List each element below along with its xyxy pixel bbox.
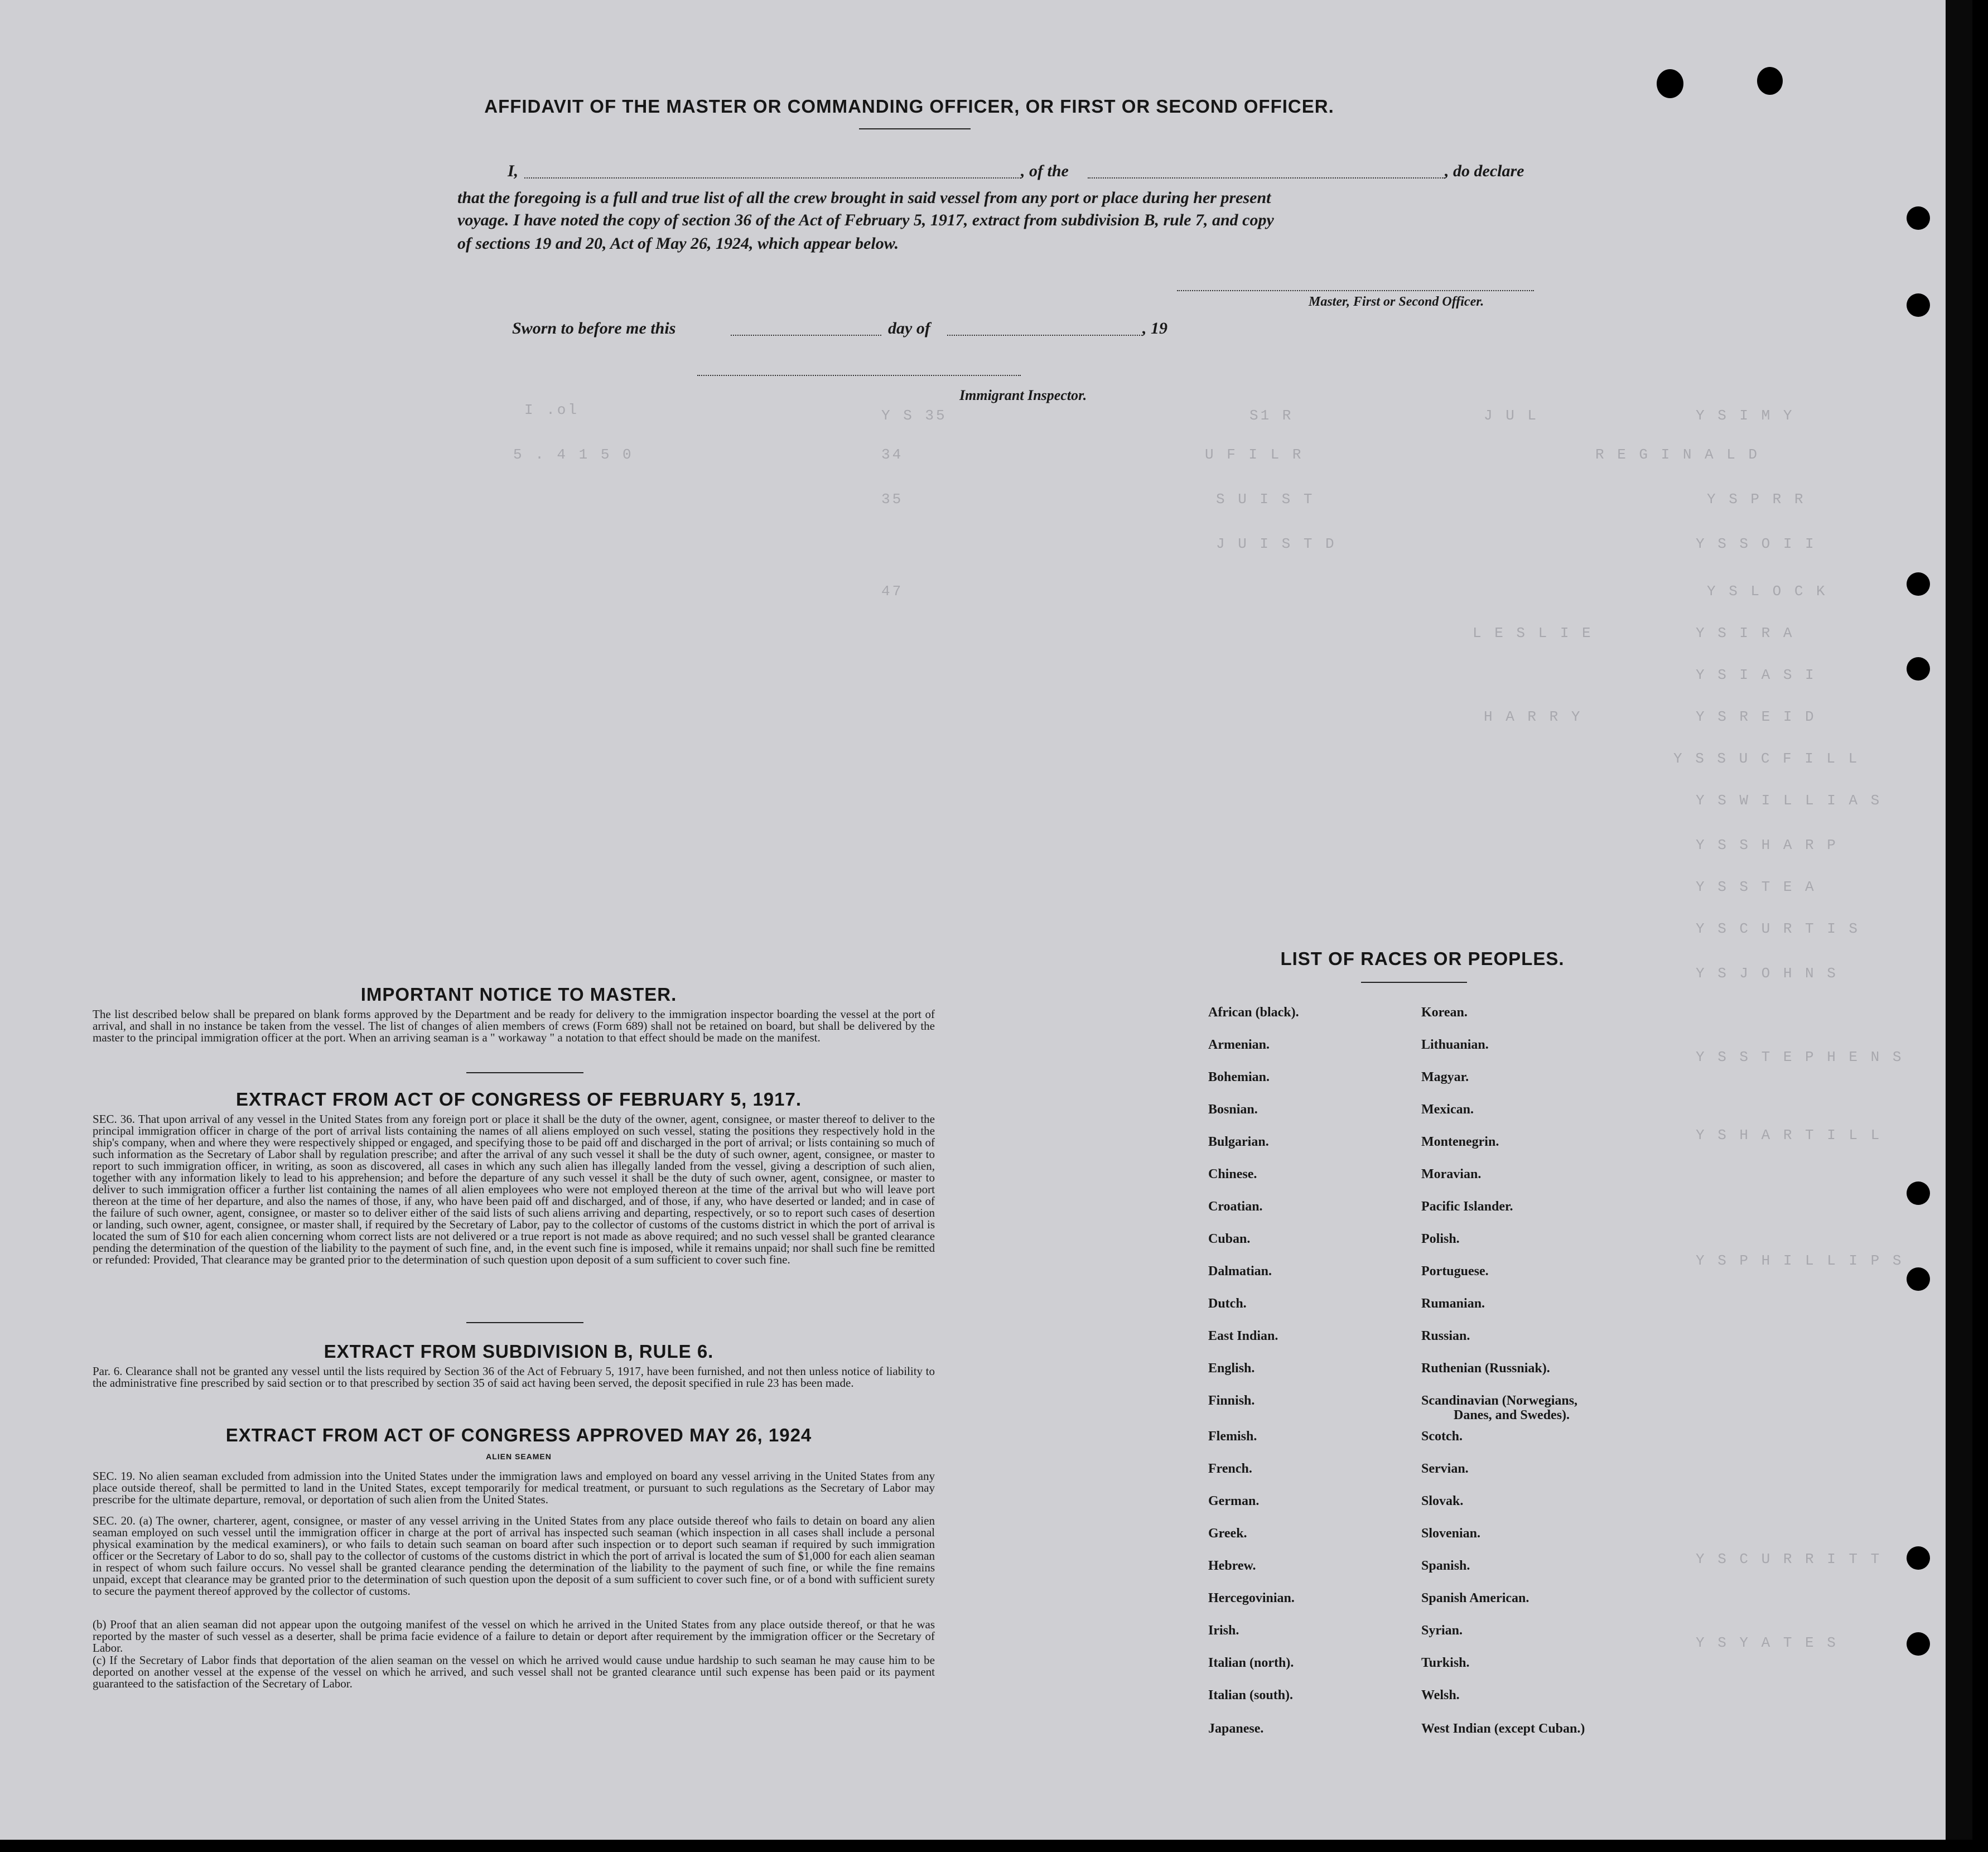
punch-hole: [1907, 572, 1930, 596]
race-item: Servian.: [1421, 1462, 1469, 1476]
race-item: African (black).: [1208, 1005, 1299, 1020]
day-of-label: day of: [888, 319, 930, 337]
race-item: Armenian.: [1208, 1038, 1270, 1052]
race-item: Bosnian.: [1208, 1102, 1258, 1117]
race-item: Dalmatian.: [1208, 1264, 1272, 1279]
punch-hole: [1907, 1632, 1930, 1656]
extract-1924-sec20b: (b) Proof that an alien seaman did not appear upon the outgoing manifest of the vessel on which he arrived in the United States from any place outside thereof, or that he was reported by the master of such vessel as a deserter, shall be prima facie evidence of a failure to detain or deport after requirement by the immigration officer or the Secretary of Labor.: [93, 1618, 935, 1655]
extract-rule6-body: Par. 6. Clearance shall not be granted any vessel until the lists required by Section 36 of the Act of February 5, 1917, have been furnished, and not then unless notice of liability to the administrative fine prescribed by said section or to that prescribed by section 35 of said act having been served, the deposit specified in rule 23 has been made.: [93, 1364, 935, 1390]
race-item: Moravian.: [1421, 1167, 1482, 1181]
extract-1917-title: EXTRACT FROM ACT OF CONGRESS OF FEBRUARY 5, 1917.: [235, 1089, 802, 1110]
race-item: Cuban.: [1208, 1232, 1251, 1246]
master-label: Master, First or Second Officer.: [1309, 295, 1484, 309]
race-item: Japanese.: [1208, 1721, 1264, 1736]
extract-1924-title: EXTRACT FROM ACT OF CONGRESS APPROVED MAY 26, 1924: [225, 1425, 812, 1445]
race-item: Bohemian.: [1208, 1070, 1270, 1084]
punch-hole: [1757, 67, 1783, 95]
race-item: Lithuanian.: [1421, 1038, 1489, 1052]
notice-body: The list described below shall be prepared on blank forms approved by the Department and be ready for delivery to the immigration inspector boarding the vessel at the port of arrival, and shall in no instance be taken from the vessel. The list of changes of alien members of crews (Form 689) shall not be retained on board, but shall be delivered by the master to the principal immigration officer at the port. When an arriving seaman is a " workaway " a notation to that effect should be made on the manifest.: [93, 1007, 935, 1044]
race-item: Syrian.: [1421, 1623, 1463, 1638]
affidavit-title: AFFIDAVIT OF THE MASTER OR COMMANDING OFFICER, OR FIRST OR SECOND OFFICER.: [484, 96, 1334, 117]
affidavit-line-3: voyage. I have noted the copy of section 36 of the Act of February 5, 1917, extract from subdivision B, rule 7, and copy: [457, 211, 1274, 229]
race-item: Flemish.: [1208, 1429, 1257, 1444]
race-item: Chinese.: [1208, 1167, 1257, 1181]
divider: [466, 1322, 583, 1323]
race-item: Spanish.: [1421, 1559, 1470, 1573]
race-item: English.: [1208, 1361, 1255, 1376]
extract-1917-body: SEC. 36. That upon arrival of any vessel in the United States from any foreign port or place it shall be the duty of the owner, agent, consignee, or master thereof to deliver to the principal immigration officer in charge of the port of arrival lists containing the names of all aliens employed on such vessel, stating the positions they respectively hold in the ship's company, when and where they were respectively shipped or engaged, and specifying those to be paid off and discharged in the port of arrival; or lists containing so much of such information as the Secretary of Labor shall by regulation prescribe; and after the arrival of any such vessel it shall be the duty of such owner, agent, consignee, or master to report to such immigration officer, in writing, as soon as discovered, all cases in which any such alien has illegally landed from the vessel, giving a description of such alien, together with any information likely to lead to his apprehension; and before the departure of any such vessel it shall be the duty of such owner, agent, consignee, or master to deliver to such immigration officer a further list containing the names of all alien employees who were not employed thereon at the time of the arrival but who will leave port thereon at the time of her departure, and also the names of those, if any, who have been paid off and discharged, and of those, if any, who have deserted or landed; and in case of the failure of such owner, agent, consignee, or master so to deliver either of the said lists of such aliens arriving and departing, respectively, or so to report such cases of desertion or landing, such owner, agent, consignee, or master shall, if required by the Secretary of Labor, pay to the collector of customs of the customs district in which the port of arrival is located the sum of $10 for each alien concerning whom correct lists are not delivered or a true report is not made as above required; and no such vessel shall be granted clearance pending the determination of the question of the liability to the payment of such fine, and, in the event such fine is imposed, while it remains unpaid; nor shall such fine be remitted or refunded: Provided, That clearance may be granted prior to the determination of such question upon deposit of a sum sufficient to cover such fine.: [93, 1112, 935, 1266]
affidavit-line-4: of sections 19 and 20, Act of May 26, 1924, which appear below.: [457, 234, 899, 253]
race-item: Finnish.: [1208, 1393, 1255, 1408]
extract-1924-sec19: SEC. 19. No alien seaman excluded from admission into the United States under the immigration laws and employed on board any vessel arriving in the United States from any place outside thereof, shall be permitted to land in the United States, except temporarily for medical treatment, or pursuant to such regulations as the Secretary of Labor may prescribe for the ultimate departure, removal, or deportation of such alien from the United States.: [93, 1469, 935, 1506]
race-item: Spanish American.: [1421, 1591, 1529, 1605]
race-item: Ruthenian (Russniak).: [1421, 1361, 1550, 1376]
alien-seamen-subtitle: ALIEN SEAMEN: [486, 1452, 552, 1461]
race-item: Irish.: [1208, 1623, 1239, 1638]
race-item: Montenegrin.: [1421, 1135, 1499, 1149]
do-declare-label: , do declare: [1445, 162, 1524, 180]
divider: [1361, 982, 1467, 983]
race-item: Slovak.: [1421, 1494, 1464, 1508]
races-title: LIST OF RACES OR PEOPLES.: [1280, 948, 1565, 969]
affidavit-line-2: that the foregoing is a full and true list of all the crew brought in said vessel from any port or place during her present: [457, 189, 1271, 207]
race-item: Slovenian.: [1421, 1526, 1481, 1541]
race-item: Scotch.: [1421, 1429, 1463, 1444]
punch-hole: [1907, 293, 1930, 317]
race-item: East Indian.: [1208, 1329, 1278, 1343]
race-item: Hercegovinian.: [1208, 1591, 1295, 1605]
race-item: German.: [1208, 1494, 1260, 1508]
race-item: Italian (north).: [1208, 1656, 1294, 1670]
inspector-signature-field[interactable]: [697, 375, 1021, 376]
race-item: Scandinavian (Norwegians,: [1421, 1393, 1578, 1408]
notice-title: IMPORTANT NOTICE TO MASTER.: [360, 984, 677, 1005]
race-item: Turkish.: [1421, 1656, 1470, 1670]
punch-hole: [1907, 1546, 1930, 1570]
divider: [859, 128, 971, 129]
race-item: Portuguese.: [1421, 1264, 1489, 1279]
race-item: Pacific Islander.: [1421, 1199, 1513, 1214]
punch-hole: [1907, 206, 1930, 230]
race-item: Danes, and Swedes).: [1454, 1408, 1570, 1422]
document-page: I .ol Y S 35 S1 R J U L Y S I M Y 5 . 4 1 5 0 34 U F I L R R E G I N A L D Y S P R R 35 S U I S T Y S S O I I J U I S T D Y S L O C K 47 Y S I R A L E S L I E Y S I A S I Y S R E I D H A R R Y Y S S U C F I L L Y S W I L L I A S Y S S H A R P Y S S T E A Y S C U R T I S Y S J O H N S Y S S T E P H E N S Y S H A R T I L L Y S P H I L L I P S Y S C U R R I T T Y S Y A T E S AFFIDAVIT OF THE MASTER OR COMMANDING OFFICER, OR FIRST OR SECOND OFFICER. I, , of the , do declare that the foregoing is a full and true list of all the crew brought in said vessel from any port or place during her present voyage. I have noted the copy of section 36 of the Act of February 5, 1917, extract from subdivision B, rule 7, and copy of sections 19 and 20, Act of May 26, 1924, which appear below. Master, First or Second Officer. Sworn to before me this day of , 19 Immigrant Inspector. IMPORTANT NOTICE TO MASTER. The list described below shall be prepared on blank forms approved by the Department and be ready for delivery to the immigration inspector boarding the vessel at the port of arrival, and shall in no instance be taken from the vessel. The list of changes of alien members of crews (Form 689) shall not be retained on board, but shall be delivered by the master to the principal immigration officer at the port. When an arriving seaman is a " workaway " a notation to that effect should be made on the manifest. EXTRACT FROM ACT OF CONGRESS OF FEBRUARY 5, 1917. SEC. 36. That upon arrival of any vessel in the United States from any foreign port or place it shall be the duty of the owner, agent, consignee, or master thereof to deliver to the principal immigration officer in charge of the port of arrival lists containing the names of all aliens employed on such vessel, stating the positions they respectively hold in the ship's company, when and where they were respectively shipped or engaged, and specifying those to be paid off and discharged in the port of arrival; or lists containing so much of such information as the Secretary of Labor shall by regulation prescribe; and after the arrival of any such vessel it shall be the duty of such owner, agent, consignee, or master to report to such immigration officer, in writing, as soon as discovered, all cases in which any such alien has illegally landed from the vessel, giving a description of such alien, together with any information likely to lead to his apprehension; and before the departure of any such vessel it shall be the duty of such owner, agent, consignee, or master to deliver to such immigration officer a further list containing the names of all alien employees who were not employed thereon at the time of the arrival but who will leave port thereon at the time of her departure, and also the names of those, if any, who have been paid off and discharged, and of those, if any, who have deserted or landed; and in case of the failure of such owner, agent, consignee, or master so to deliver either of the said lists of such aliens arriving and departing, respectively, or so to report such cases of desertion or landing, such owner, agent, consignee, or master shall, if required by the Secretary of Labor, pay to the collector of customs of the customs district in which the port of arrival is located the sum of $10 for each alien concerning whom correct lists are not delivered or a true report is not made as above required; and no such vessel shall be granted clearance pending the determination of the question of the liability to the payment of such fine, and, in the event such fine is imposed, while it remains unpaid; nor shall such fine be remitted or refunded: Provided, That clearance may be granted prior to the determination of such question upon deposit of a sum sufficient to cover such fine. EXTRACT FROM SUBDIVISION B, RULE 6. Par. 6. Clearance shall not be granted any vessel until the lists required by Section 36 of the Act of February 5, 1917, have been furnished, and not then unless notice of liability to the administrative fine prescribed by said section or to that prescribed by section 35 of said act having been served, the deposit specified in rule 23 has been made. EXTRACT FROM ACT OF CONGRESS APPROVED MAY 26, 1924 ALIEN SEAMEN SEC. 19. No alien seaman excluded from admission into the United States under the immigration laws and employed on board any vessel arriving in the United States from any place outside thereof, shall be permitted to land in the United States, except temporarily for medical treatment, or pursuant to such regulations as the Secretary of Labor may prescribe for the ultimate departure, removal, or deportation of such alien from the United States. SEC. 20. (a) The owner, charterer, agent, consignee, or master of any vessel arriving in the United States from any place outside thereof who fails to detain on board any alien seaman employed on such vessel until the immigration officer in charge at the port of arrival has inspected such seaman (which inspection in all cases shall include a personal physical examination by the medical examiners), or who fails to detain such seaman on board after such inspection or to deport such seaman if required by such immigration officer or the Secretary of Labor to do so, shall pay to the collector of customs of the customs district in which the port of arrival is located the sum of $1,000 for each alien seaman in respect of whom such failure occurs. No vessel shall be granted clearance pending the determination of the liability to the payment of such fine, or while the fine remains unpaid, except that clearance may be granted prior to the determination of such question upon the deposit of a sum sufficient to cover such fine, or of a bond with sufficient surety to secure the payment thereof approved by the collector of customs. (b) Proof that an alien seaman did not appear upon the outgoing manifest of the vessel on which he arrived in the United States from any place outside thereof, or that he was reported by the master of such vessel as a deserter, shall be prima facie evidence of a failure to detain or deport after requirement by the immigration officer or the Secretary of Labor. (c) If the Secretary of Labor finds that deportation of the alien seaman on the vessel on which he arrived would cause undue hardship to such seaman he may cause him to be deported on another vessel at the expense of the vessel on which he arrived, and such vessel shall not be granted clearance until such expense has been paid or its payment guaranteed to the satisfaction of the Secretary of Labor. LIST OF RACES OR PEOPLES. African (black). Armenian. Bohemian. Bosnian. Bulgarian. Chinese. Croatian. Cuban. Dalmatian. Dutch. East Indian. English. Finnish. Flemish. French. German. Greek. Hebrew. Hercegovinian. Irish. Italian (north). Italian (south). Japanese. Korean. Lithuanian. Magyar. Mexican. Montenegrin. Moravian. Pacific Islander. Polish. Portuguese. Rumanian. Russian. Ruthenian (Russniak). Scandinavian (Norwegians, Danes, and Swedes). Scotch. Servian. Slovak. Slovenian. Spanish. Spanish American. Syrian. Turkish. Welsh. West Indian (except Cuban.): [0, 0, 1972, 1840]
race-item: Korean.: [1421, 1005, 1468, 1020]
race-item: Greek.: [1208, 1526, 1247, 1541]
race-item: French.: [1208, 1462, 1252, 1476]
of-the-label: , of the: [1021, 162, 1069, 180]
punch-hole: [1657, 69, 1683, 98]
punch-hole: [1907, 1267, 1930, 1291]
officer-name-field[interactable]: [524, 177, 1021, 179]
race-item: Dutch.: [1208, 1296, 1247, 1311]
race-item: Welsh.: [1421, 1688, 1460, 1703]
inspector-label: Immigrant Inspector.: [959, 387, 1087, 403]
year-label: , 19: [1142, 319, 1167, 337]
race-item: Russian.: [1421, 1329, 1470, 1343]
punch-hole: [1907, 657, 1930, 681]
race-item: Rumanian.: [1421, 1296, 1485, 1311]
extract-1924-sec20c: (c) If the Secretary of Labor finds that deportation of the alien seaman on the vessel on which he arrived would cause undue hardship to such seaman he may cause him to be deported on another vessel at the expense of the vessel on which he arrived, and such vessel shall not be granted clearance until such expense has been paid or its payment guaranteed to the satisfaction of the Secretary of Labor.: [93, 1653, 935, 1690]
race-item: West Indian (except Cuban.): [1421, 1721, 1585, 1736]
race-item: Mexican.: [1421, 1102, 1474, 1117]
race-item: Polish.: [1421, 1232, 1460, 1246]
affidavit-i-label: I,: [508, 162, 519, 180]
extract-1924-sec20a: SEC. 20. (a) The owner, charterer, agent, consignee, or master of any vessel arriving in the United States from any place outside thereof who fails to detain on board any alien seaman employed on such vessel until the immigration officer in charge at the port of arrival has inspected such seaman (which inspection in all cases shall include a personal physical examination by the medical examiners), or who fails to detain such seaman on board after such inspection or to deport such seaman if required by such immigration officer or the Secretary of Labor to do so, shall pay to the collector of customs of the customs district in which the port of arrival is located the sum of $1,000 for each alien seaman in respect of whom such failure occurs. No vessel shall be granted clearance pending the determination of the liability to the payment of such fine, or while the fine remains unpaid, except that clearance may be granted prior to the determination of such question upon the deposit of a sum sufficient to cover such fine, or of a bond with sufficient surety to secure the payment thereof approved by the collector of customs.: [93, 1514, 935, 1598]
race-item: Bulgarian.: [1208, 1135, 1269, 1149]
race-item: Italian (south).: [1208, 1688, 1294, 1703]
sworn-label: Sworn to before me this: [512, 319, 676, 337]
punch-hole: [1907, 1181, 1930, 1205]
race-item: Magyar.: [1421, 1070, 1469, 1084]
extract-rule6-title: EXTRACT FROM SUBDIVISION B, RULE 6.: [324, 1341, 714, 1362]
race-item: Hebrew.: [1208, 1559, 1256, 1573]
sworn-month-field[interactable]: [947, 335, 1142, 336]
scan-edge: [1946, 0, 1972, 1840]
divider: [466, 1072, 583, 1073]
sworn-day-field[interactable]: [731, 335, 881, 336]
master-signature-field[interactable]: [1177, 290, 1534, 291]
race-item: Croatian.: [1208, 1199, 1263, 1214]
vessel-name-field[interactable]: [1088, 177, 1445, 179]
